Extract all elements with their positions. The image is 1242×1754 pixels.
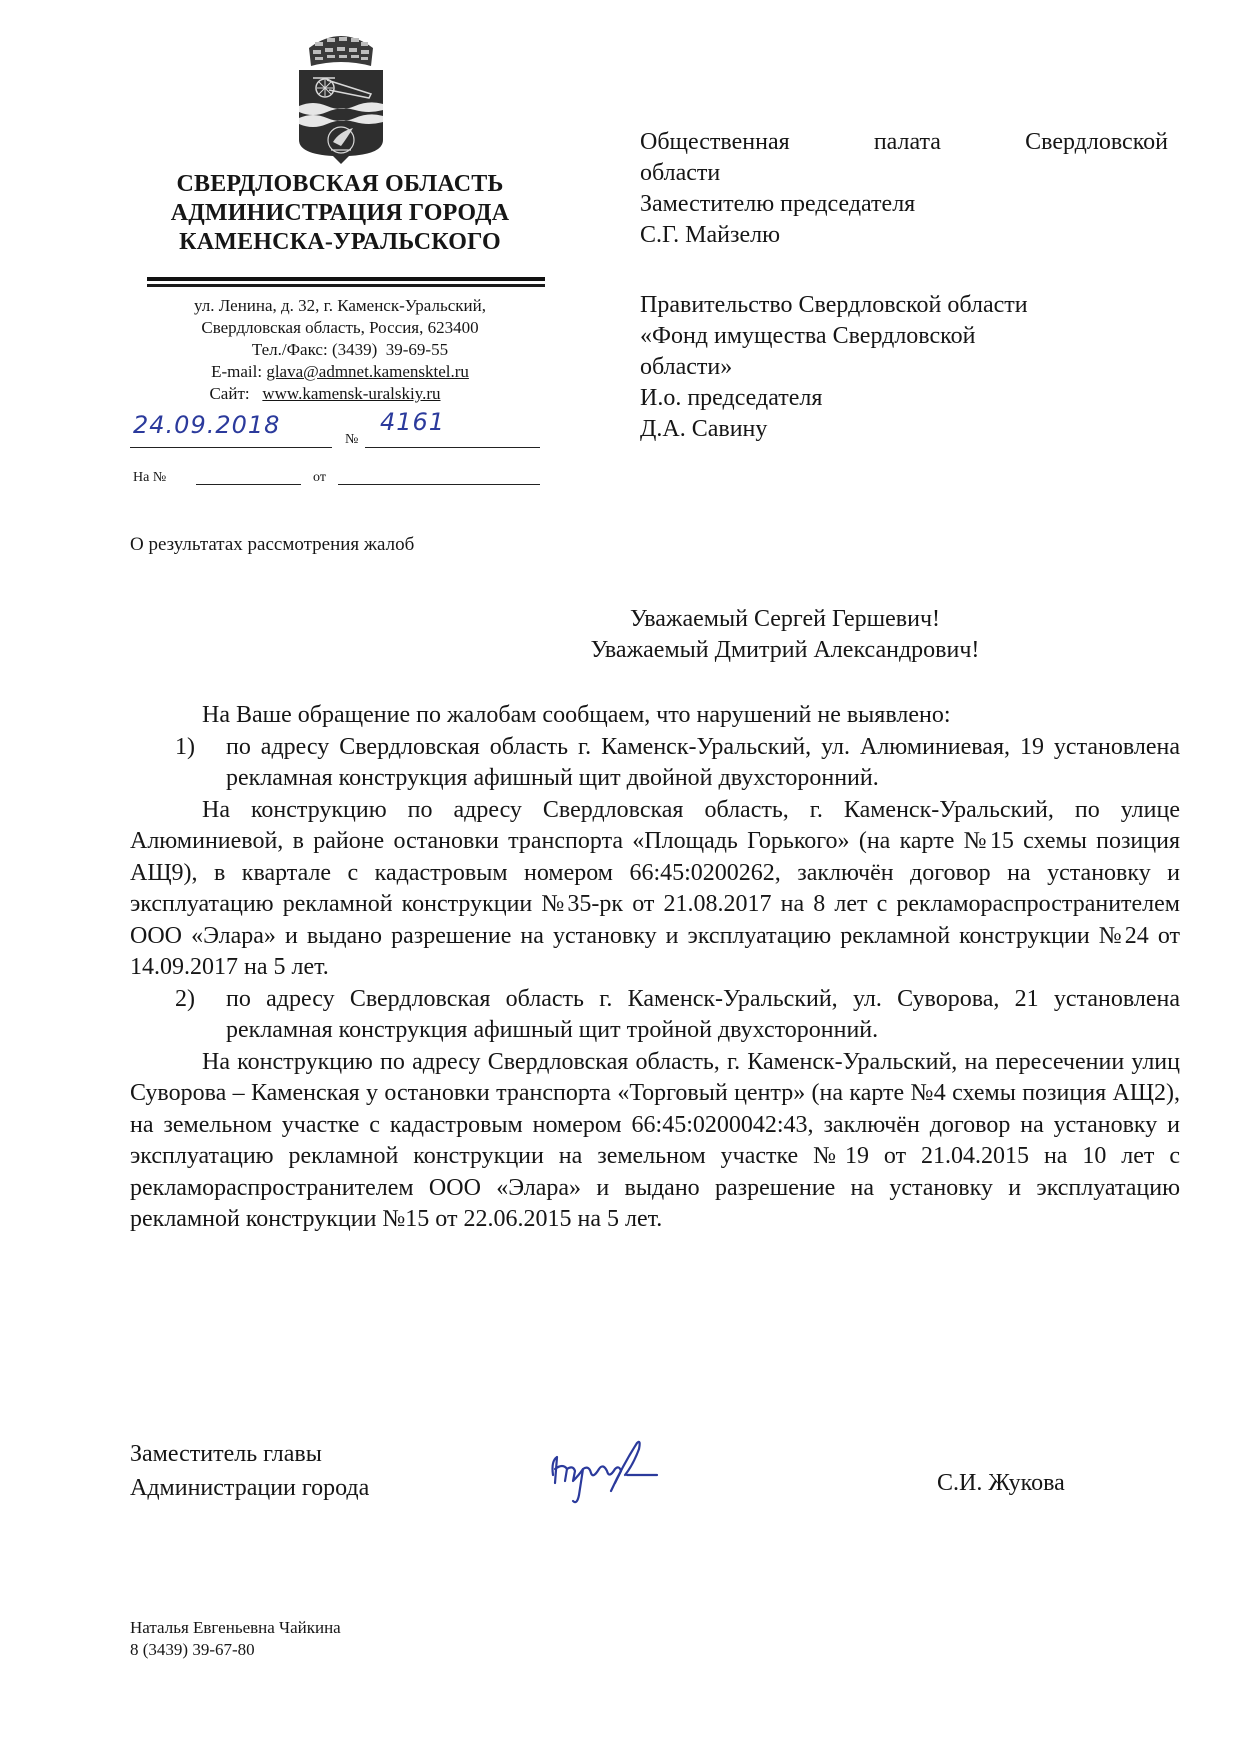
greeting-2: Уважаемый Дмитрий Александрович! [590, 637, 980, 663]
phone-label: Тел./Факс: [251, 340, 328, 359]
handwritten-signature-icon [545, 1435, 685, 1515]
addressee-2-line-5: Д.А. Савину [640, 416, 768, 442]
addressee-1-line-2: области [640, 160, 721, 186]
email-line [130, 361, 550, 382]
addressee-1-word: палата [873, 129, 941, 155]
executor-name: Наталья Евгеньевна Чайкина [130, 1618, 341, 1637]
handwritten-date: 24.09.2018 [133, 411, 281, 439]
site-line [130, 383, 550, 404]
addressee-1-word: Свердловской [1025, 129, 1168, 155]
letterhead-region-title: СВЕРДЛОВСКАЯ ОБЛАСТЬ [176, 171, 504, 197]
reply-from-label: от [313, 470, 326, 485]
handwritten-number: 4161 [380, 408, 446, 436]
list-item-2-detail: На конструкцию по адресу Свердловская область, г. Каменск-Уральский, на пересечении улиц Суворова – Каменская у остановки транспорта «Торговый центр» (на карте №4 схемы позиция АЩ2), на земельном участке с кадастровым номером 66:45:0200042:43, заключён договор на установку и эксплуатацию рекламной конструкции на земельном участке №19 от 21.04.2015 на 10 лет с рекламораспространителем ООО «Элара» и выдано разрешение на установку и эксплуатацию рекламной конструкции №15 от 22.06.2015 на 5 лет. [130, 1048, 1180, 1232]
addressee-2-line-3: области» [640, 354, 733, 380]
email-label: E-mail: [211, 362, 263, 381]
subject-line: О результатах рассмотрения жалоб [130, 534, 415, 555]
list-item-2-number: 2) [175, 985, 195, 1012]
addressee-2-line-2: «Фонд имущества Свердловской [640, 323, 976, 349]
coat-of-arms-icon [295, 28, 387, 166]
addressee-1-word: Общественная [640, 129, 790, 155]
signatory-role-line-2: Администрации города [130, 1475, 370, 1501]
list-item-1 [130, 732, 1180, 795]
signatory-role [130, 1437, 369, 1505]
addressee-1 [640, 127, 1168, 251]
site-label: Сайт: [209, 384, 250, 403]
executor-info [130, 1617, 341, 1661]
list-item-1-text: по адресу Свердловская область г. Каменск-Уральский, ул. Алюминиевая, 19 установлена рекламная конструкция афишный щит двойной двухсторонний. [226, 733, 1180, 791]
phone-line [130, 339, 550, 360]
addressee-1-line-1 [640, 127, 1168, 158]
body-intro: На Ваше обращение по жалобам сообщаем, что нарушений не выявлено: [202, 702, 951, 728]
site-link[interactable]: www.kamensk-uralskiy.ru [262, 384, 441, 403]
address-line-2: Свердловская область, Россия, 623400 [201, 318, 479, 337]
address-line-1: ул. Ленина, д. 32, г. Каменск-Уральский, [194, 296, 486, 315]
letterhead-org-title: АДМИНИСТРАЦИЯ ГОРОДА [170, 200, 510, 226]
list-item-2 [130, 984, 1180, 1047]
greeting-1: Уважаемый Сергей Гершевич! [629, 606, 941, 632]
email-link[interactable]: glava@admnet.kamensktel.ru [266, 362, 469, 381]
addressee-1-line-3: Заместителю председателя [640, 191, 916, 217]
list-item-2-text: по адресу Свердловская область г. Каменск-Уральский, ул. Суворова, 21 установлена рекламная конструкция афишный щит тройной двухсторонний. [226, 985, 1180, 1043]
addressee-2-line-1: Правительство Свердловской области [640, 292, 1028, 318]
reply-to-label: На № [133, 470, 167, 485]
addressee-1-line-4: С.Г. Майзелю [640, 222, 781, 248]
reply-number-field [196, 484, 301, 485]
signatory-name: С.И. Жукова [937, 1470, 1065, 1496]
executor-phone: 8 (3439) 39-67-80 [130, 1640, 255, 1659]
list-item-1-number: 1) [175, 733, 195, 760]
phone-value: (3439) 39-69-55 [331, 340, 449, 359]
addressee-2-line-4: И.о. председателя [640, 385, 823, 411]
letterhead-divider [147, 277, 545, 288]
addressee-2 [640, 290, 1168, 445]
number-sign: № [345, 432, 359, 447]
number-underline [365, 447, 540, 448]
reply-date-field [338, 484, 540, 485]
letterhead-city-title: КАМЕНСКА-УРАЛЬСКОГО [179, 229, 501, 255]
letter-body [130, 700, 1180, 1236]
date-underline [130, 447, 332, 448]
list-item-1-detail: На конструкцию по адресу Свердловская область, г. Каменск-Уральский, по улице Алюминиевой, в районе остановки транспорта «Площадь Горького» (на карте №15 схемы позиция АЩ9), в квартале с кадастровым номером 66:45:0200262, заключён договор на установку и эксплуатацию рекламной конструкции №35-рк от 21.08.2017 на 8 лет с рекламораспространителем ООО «Элара» и выдано разрешение на установку и эксплуатацию рекламной конструкции №24 от 14.09.2017 на 5 лет. [130, 796, 1180, 980]
signatory-role-line-1: Заместитель главы [130, 1441, 322, 1467]
